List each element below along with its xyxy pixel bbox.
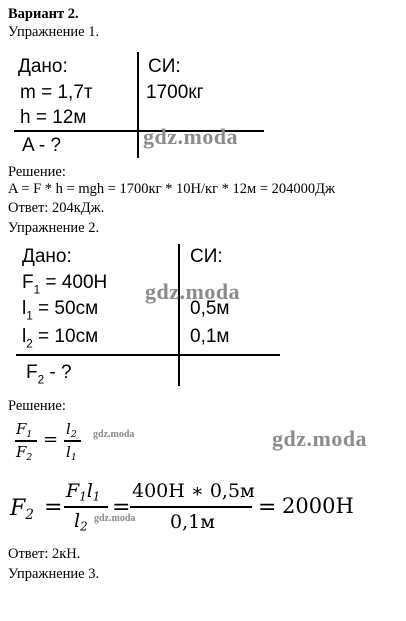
fraction-bar [15,440,37,442]
variant-title: Вариант 2. [8,6,79,22]
fraction-bar [64,440,81,442]
exercise-3-heading: Упражнение 3. [8,566,100,582]
given-arm-2: $l_2 = 10см$ [22,326,99,351]
watermark: gdz.moda [272,426,368,451]
formula-denominator-symbolic: $l_2$ [74,510,88,534]
watermark: gdz.moda [143,124,239,149]
exercise-1-solution-label: Решение: [8,164,66,180]
formula-numerator-values: 400Н ∗ 0,5м [132,480,255,502]
find-force-2: $F_2$ - ? [26,362,72,387]
equals-sign: = [43,429,59,450]
ratio-numerator-left: $F_1$ [16,420,33,440]
formula-denominator-values: 0,1м [170,511,215,533]
table-vertical-divider [137,52,139,158]
si-arm-1: 0,5м [190,298,230,319]
equals-sign: = [44,495,63,520]
exercise-1-solution: A = F * h = mgh = 1700кг * 10Н/кг * 12м = 204000Дж [8,181,336,197]
watermark: gdz.moda [93,429,135,440]
exercise-1-heading: Упражнение 1. [8,24,100,40]
given-height: h = 12м [20,107,87,128]
fraction-bar [64,506,108,508]
table-vertical-divider [178,244,180,386]
given-arm-1: $l_1 = 50см$ [22,298,99,323]
table-horizontal-divider [16,354,280,356]
si-label: СИ: [148,56,181,77]
watermark: gdz.moda [145,279,241,304]
given-label: Дано: [18,56,68,77]
formula-numerator-symbolic: $F_1l_1$ [66,480,101,504]
find-work: A - ? [22,135,62,156]
ratio-numerator-right: $l_2$ [66,420,77,440]
ratio-denominator-right: $l_1$ [66,443,77,463]
formula-result: 2000Н [282,494,354,518]
exercise-2-answer: Ответ: 2кН. [8,546,81,562]
given-force-1: $F_1 = 400Н$ [22,272,108,297]
equals-sign: = [112,495,131,520]
given-label: Дано: [22,246,72,267]
formula-lhs: $F_2$ [10,496,34,523]
exercise-2-solution-label: Решение: [8,398,66,414]
exercise-1-answer: Ответ: 204кДж. [8,200,105,216]
exercise-2-heading: Упражнение 2. [8,220,100,236]
given-mass: m = 1,7т [20,82,93,103]
equals-sign: = [258,495,277,520]
watermark: gdz.moda [94,513,136,524]
si-label: СИ: [190,246,223,267]
si-mass: 1700кг [146,82,204,103]
si-arm-2: 0,1м [190,326,230,347]
fraction-bar [130,506,252,508]
ratio-denominator-left: $F_2$ [16,443,33,463]
